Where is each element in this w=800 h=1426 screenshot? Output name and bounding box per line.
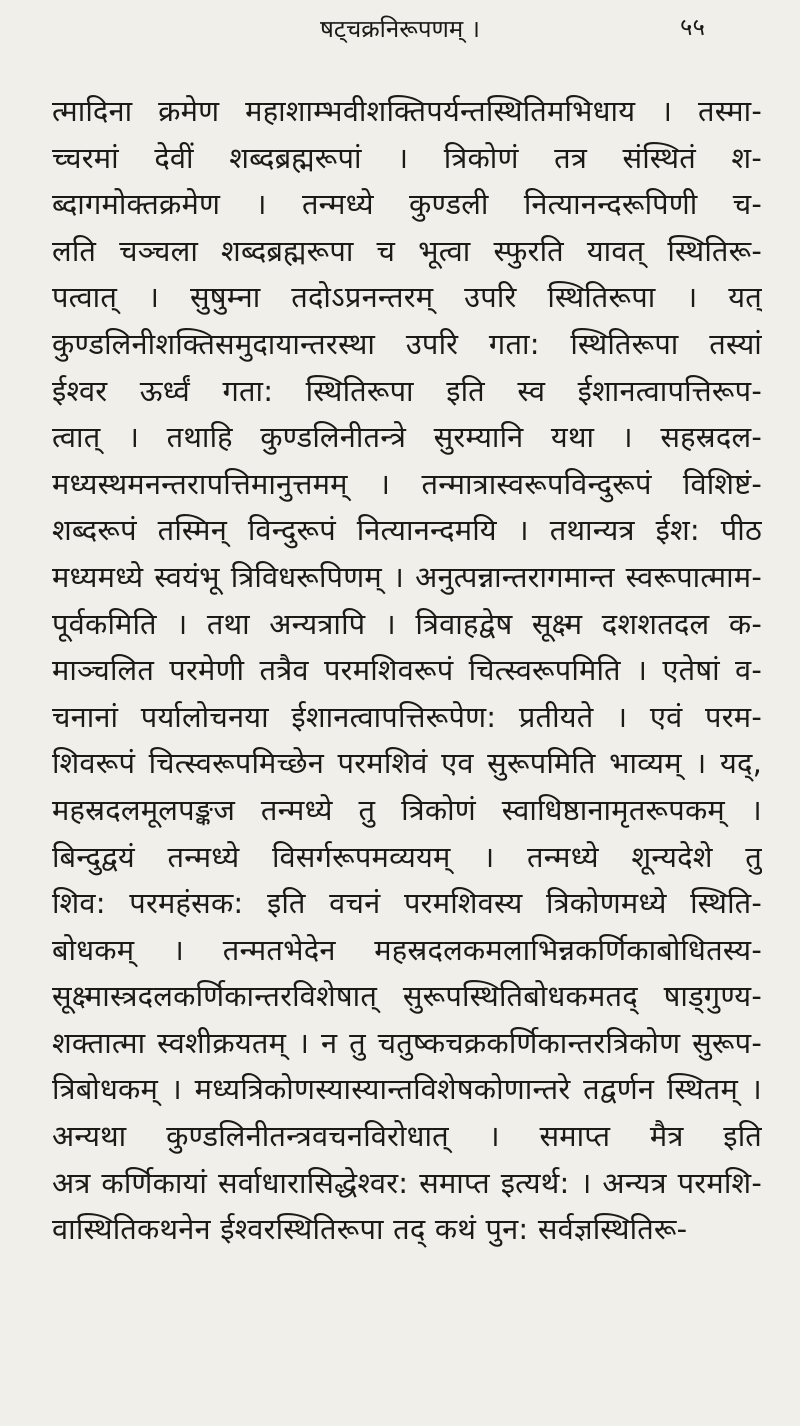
text-line: त्मादिना क्रमेण महाशाम्भवीशक्तिपर्यन्तस्थितिमभिधाय । तस्मा-: [52, 94, 762, 128]
page-number: ५५: [680, 13, 705, 41]
text-line: महस्रदलमूलपङ्कज तन्मध्ये तु त्रिकोणं स्वाधिष्ठानामृतरूपकम् ।: [52, 792, 762, 827]
text-line: माञ्चलित परमेणी तत्रैव परमशिवरूपं चित्स्वरूपमिति । एतेषां व-: [52, 653, 762, 688]
text-line: शब्दरूपं तस्मिन् विन्दुरूपं नित्यानन्दमयि । तथान्यत्र ईश: पीठ: [52, 513, 762, 548]
text-line: कुण्डलिनीशक्तिसमुदायान्तरस्था उपरि गता: स्थितिरूपा तस्यां: [52, 326, 762, 361]
text-line: अन्यथा कुण्डलिनीतन्त्रवचनविरोधात् । समाप्त मैत्र इति: [52, 1119, 762, 1154]
text-line: त्रिबोधकम् । मध्यत्रिकोणस्यास्यान्तविशेषकोणान्तरे तद्वर्णन स्थितम् ।: [52, 1072, 762, 1107]
text-line: मध्यमध्ये स्वयंभू त्रिविधरूपिणम् । अनुत्पन्नान्तरागमान्त स्वरूपात्माम-: [52, 559, 762, 594]
text-line: शिवरूपं चित्स्वरूपमिच्छेन परमशिवं एव सुरूपमिति भाव्यम् । यद्,: [52, 746, 762, 781]
text-line: ईश्वर ऊर्ध्वं गता: स्थितिरूपा इति स्व ईशानत्वापत्तिरूप-: [52, 373, 762, 408]
text-line: शिव: परमहंसक: इति वचनं परमशिवस्य त्रिकोणमध्ये स्थिति-: [52, 886, 762, 921]
text-line: मध्यस्थमनन्तरापत्तिमानुत्तमम् । तन्मात्रास्वरूपविन्दुरूपं विशिष्टं-: [52, 466, 762, 501]
text-line: ब्दागमोक्तक्रमेण । तन्मध्ये कुण्डली नित्यानन्दरूपिणी च-: [52, 187, 762, 222]
text-line: त्वात् । तथाहि कुण्डलिनीतन्त्रे सुरम्यानि यथा । सहस्रदल-: [52, 420, 762, 455]
text-line: शक्तात्मा स्वशीक्रयतम् । न तु चतुष्कचक्रकर्णिकान्तरत्रिकोण सुरूप-: [52, 1025, 762, 1060]
text-line: पूर्वकमिति । तथा अन्यत्रापि । त्रिवाहद्वेष सूक्ष्म दशशतदल क-: [52, 606, 762, 641]
text-line: पत्वात् । सुषुम्ना तदोऽप्रनन्तरम् उपरि स्थितिरूपा । यत्: [52, 280, 762, 315]
text-line: बिन्दुद्वयं तन्मध्ये विसर्गरूपमव्ययम् । तन्मध्ये शून्यदेशे तु: [52, 839, 762, 874]
text-line: सूक्ष्मास्त्रदलकर्णिकान्तरविशेषात् सुरूपस्थितिबोधकमतद् षाड्गुण्य-: [52, 979, 762, 1014]
body-text: [52, 88, 762, 1253]
text-line: च्चरमां देवीं शब्दब्रह्मरूपां । त्रिकोणं तत्र संस्थितं श-: [52, 140, 762, 175]
running-title: षट्चक्रनिरूपणम् ।: [320, 15, 480, 43]
text-line: वास्थितिकथनेन ईश्वरस्थितिरूपा तद् कथं पुन: सर्वज्ञस्थितिरू-: [52, 1212, 688, 1247]
text-line: लति चञ्चला शब्दब्रह्मरूपा च भूत्वा स्फुरति यावत् स्थितिरू-: [52, 233, 762, 268]
text-line: अत्र कर्णिकायां सर्वाधारासिद्धेश्वर: समाप्त इत्यर्थ: । अन्यत्र परमशि-: [52, 1165, 762, 1200]
page-header: [0, 8, 800, 48]
text-line: चनानां पर्यालोचनया ईशानत्वापत्तिरूपेण: प्रतीयते । एवं परम-: [52, 699, 762, 734]
text-line: बोधकम् । तन्मतभेदेन महस्रदलकमलाभिन्नकर्णिकाबोधितस्य-: [52, 932, 762, 967]
